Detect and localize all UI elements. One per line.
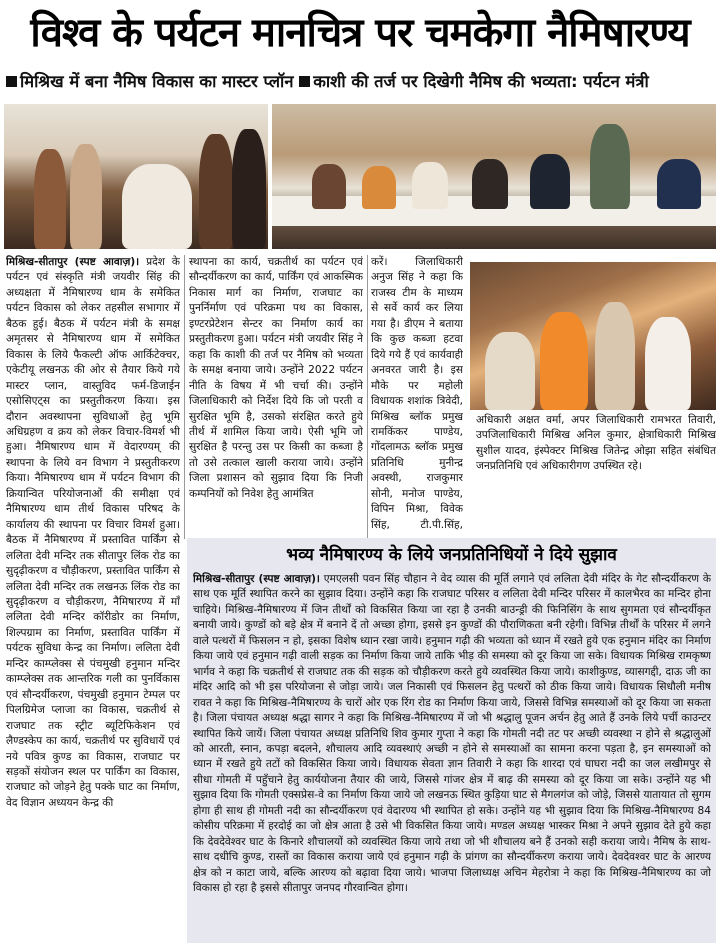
- article-column-1: [6, 255, 180, 941]
- article-column-2: स्थापना का कार्य, चक्रतीर्थ का पर्यटन एवं सौन्दर्यीकरण का कार्य, पार्किंग एवं आकस्मिक निकास मार्ग का निर्माण, राजघाट का पुनर्निर्माण एवं परिक्रमा पथ का विकास, इण्टरप्रेटेशन सेन्टर का निर्माण कार्य का प्रस्तुतीकरण हुआ। पर्यटन मंत्री जयवीर सिंह ने कहा कि काशी की तर्ज पर नैमिष को भव्यता के समक्ष बनाया जाये। उन्होंने 2022 पर्यटन नीति के विषय में भी चर्चा की। उन्होंने जिलाधिकारी को निर्देश दिये कि जो परती व सुरक्षित भूमि है, उसको संरक्षित करते हुये तीर्थ में शामिल किया जाये। ऐसी भूमि जो सुरक्षित है परन्तु उस पर किसी का कब्जा है तो उसे तत्काल खाली कराया जाये। उन्होंने जिला प्रशासन को सुझाव दिया कि निजी कम्पनियों को निवेश हेतु आमंत्रित: [189, 256, 363, 500]
- meeting-photo-right: [272, 104, 716, 249]
- article-column-3: करें। जिलाधिकारी अनुज सिंह ने कहा कि राजस्व टीम के माध्यम से सर्वे कार्य कर लिया गया है। डीएम ने बताया कि कुछ कब्जा हटवा दिये गये हैं एवं कार्यवाही अनवरत जारी है। इस मौके पर महोली विधायक शशांक त्रिवेदी, मिश्रिख ब्लॉक प्रमुख रामकिंकर पाण्डेय, गोंदलामऊ ब्लॉक प्रमुख प्रतिनिधि मुनीन्द्र अवस्थी, राजकुमार सोनी, मनोज पाण्डेय, विपिन मिश्रा, विवेक सिंह, टी.पी.सिंह,: [371, 256, 463, 531]
- bullet-square-icon: [299, 76, 310, 87]
- person-figure: [362, 166, 396, 209]
- headline: विश्व के पर्यटन मानचित्र पर चमकेगा नैमिषारण्य: [30, 9, 690, 56]
- person-figure: [472, 159, 508, 209]
- person-figure: [70, 144, 102, 249]
- person-figure: [485, 332, 535, 410]
- statue-figure: [122, 164, 192, 249]
- person-figure: [540, 312, 588, 410]
- subhead-1: मिश्रिख में बना नैमिष विकास का मास्टर प्लॉन: [20, 72, 294, 91]
- person-figure: [530, 154, 570, 209]
- person-figure: [312, 164, 346, 209]
- person-figure: [199, 134, 233, 249]
- person-figure: [595, 302, 635, 410]
- person-figure: [657, 159, 701, 209]
- meeting-photo-left: [4, 104, 268, 249]
- box-body-text: एमएलसी पवन सिंह चौहान ने वेद व्यास की मूर्ति लगाने एवं ललिता देवी मंदिर के गेट सौन्दर्यीकरण के साथ एक मूर्ति स्थापित करने का सुझाव दिया। उन्होंने कहा कि राजघाट परिसर व ललिता देवी मन्दिर परिसर में कालभैरव का मन्दिर होना चाहिये। मिश्रिख-नैमिषारण्य में जिन तीर्थों को विकसित किया जा रहा है उनकी बाउन्ड्री की फिनिसिंग के साथ सुगमता एवं सौन्दर्यीकृत बनायी जाये। कुण्डों को बड़े क्षेत्र में बनाने दें तो अच्छा होगा, इससे इन कुण्डों की पौराणिकता बनी रहेगी। विभिन्न तीर्थों के परिसर में लगने वाले पत्थरों में फिसलन न हो, इसका विशेष ध्यान रखा जाये। हनुमान गढ़ी की भव्यता को ध्यान में रखते हुये एक हनुमान मंदिर का निर्माण किया जाये एवं हनुमान गढ़ी वाली सड़क का निर्माण किया जाये ताकि भीड़ की समस्या को दूर किया जा सके। विधायक मिश्रिख रामकृष्ण भार्गव ने कहा कि चक्रतीर्थ से राजघाट तक की सड़क को चौड़ीकरण करते हुये व्यवस्थित किया जाये। काशीकुण्ड, व्यासगद्दी, दाऊ जी का मंदिर आदि को भी इस परियोजना से जोड़ा जाये। जल निकासी एवं फिसलन हेतु पत्थरों को ठीक किया जाये। विधायक सिधौली मनीष रावत ने कहा कि मिश्रिख-नैमिषारण्य के चारों ओर एक रिंग रोड का निर्माण किया जाये, जिससे विभिन्न समस्याओं को दूर किया जा सकता है। जिला पंचायत अध्यक्ष श्रद्धा सागर ने कहा कि मिश्रिख-नैमिषारण्य में जो भी श्रद्धालु पूजन अर्चन हेतु आते हैं उनके लिये पर्ची काउन्टर स्थापित किये जायें। जिला पंचायत अध्यक्ष प्रतिनिधि शिव कुमार गुप्ता ने कहा कि गोमती नदी तट पर अच्छी व्यवस्था न होने से श्रद्धालुओं को आरती, स्नान, कपड़ा बदलने, शौचालय आदि व्यवस्थाएं अच्छी न होने से समस्याओं का सामना करना पड़ता है, इन समस्याओं को ध्यान में रखते हुये तटों को विकसित किया जाये। विधायक सेवता ज्ञान तिवारी ने कहा कि शारदा एवं घाघरा नदी का जल लखीमपुर से सीधा गोमती में पहुँचाने हेतु कार्ययोजना तैयार की जाये, जिससे गांजर क्षेत्र में बाढ़ की समस्या को दूर किया जा सके। उन्होंने यह भी सुझाव दिया कि गोमती एक्सप्रेस-वे का निर्माण किया जाये जो लखनऊ स्थित कुड़िया घाट से मैगलगंज को जोड़े, जिससे यातायात तो सुगम होगा ही साथ ही गोमती नदी का सौन्दर्यीकरण एवं वेदारण्य भी स्थापित हो सके। उन्होंने यह भी सुझाव दिया कि मिश्रिख-नैमिषारण्य 84 कोसीय परिक्रमा में हरदोई का जो क्षेत्र आता है उसे भी विकसित किया जाये। मण्डल अध्यक्ष भास्कर मिश्रा ने अपने सुझाव देते हुये कहा कि देवदेवेश्वर घाट के किनारे शौचालयों को व्यवस्थित किया जाये तथा जो भी शौचालय बने हैं उनको सही कराया जाये। नैमिष के साथ-साथ दधीचि कुण्ड, रास्तों का विकास कराया जाये एवं हनुमान गढ़ी के प्रांगण का सौन्दर्यीकरण कराया जाये। देवदेवश्वर घाट के आरण्य क्षेत्र को न काटा जाये, बल्कि आरण्य को बढ़ावा दिया जाये। भाजपा जिलाध्यक्ष अचिन मेहरोत्रा ने कहा कि मिश्रिख-नैमिषारण्य का जो विकास हो रहा है इससे सीतापुर जनपद गौरवान्वित होगा।: [193, 573, 711, 895]
- person-figure: [34, 149, 66, 249]
- bullet-square-icon: [6, 76, 17, 87]
- article-column-4: अधिकारी अक्षत वर्मा, अपर जिलाधिकारी रामभरत तिवारी, उपजिलाधिकारी मिश्रिख अनिल कुमार, क्षेत्राधिकारी मिश्रिख सुशील यादव, इंस्पेक्टर मिश्रिख जितेन्द्र ओझा सहित संबंधित जनप्रतिनिधि एवं अधिकारीगण उपस्थित रहे।: [476, 414, 716, 473]
- column-divider: [184, 255, 185, 539]
- article-column-1-text: प्रदेश के पर्यटन एवं संस्कृति मंत्री जयवीर सिंह की अध्यक्षता में नैमिषारण्य धाम के समेकित पर्यटन विकास को लेकर तहसील सभागार में बैठक हुई। बैठक में पर्यटन मंत्री के समक्ष अमृतसर से नैमिषारण्य धाम में समेकित विकास के लिये फैकल्टी ऑफ आर्किटेक्चर, एकेटीयू लखनऊ की ओर से तैयार किये गये मास्टर प्लान, वास्तुविद फर्म-डिजाईन एसोसिएट्स का प्रस्तुतीकरण किया। इस दौरान अवस्थापना सुविधाओं हेतु भूमि अधिग्रहण व क्रय को लेकर विचार-विमर्श भी हुआ। नैमिषारण्य धाम में वेदारण्यम् की स्थापना के लिये वन विभाग ने प्रस्तुतीकरण किया। नैमिषारण्य धाम में पर्यटन विभाग की क्रियान्वित परियोजनाओं की समीक्षा एवं नैमिषारण्य धाम तीर्थ विकास परिषद के कार्यालय की स्थापना पर विचार विमर्श हुआ। बैठक में नैमिषारण्य में प्रस्तावित पार्किंग से ललिता देवी मन्दिर तक सीतापुर लिंक रोड का सुदृढ़ीकरण व चौड़ीकरण, प्रस्तावित पार्किंग से ललिता देवी मन्दिर तक लखनऊ लिंक रोड का सुदृढ़ीकरण व चौड़ीकरण, नैमिषारण्य में माँ ललिता देवी मन्दिर कॉरीडोर का निर्माण, शिल्पग्राम का निर्माण, प्रस्तावित पार्किंग में पर्यटक सुविधा केन्द्र का निर्माण। ललिता देवी मन्दिर काम्प्लेक्स से पंचमुखी हनुमान मन्दिर काम्प्लेक्स तक आन्तरिक गली का पुनर्विकास एवं सौन्दर्यीकरण, पंचमुखी हनुमान टेम्पल पर पिलग्रिमेज प्लाजा का विकास, चक्रतीर्थ से राजघाट तक स्ट्रीट ब्यूटिफिकेशन एवं लैण्डस्केप का कार्य, चक्रतीर्थ पर सुविधायें एवं नये पवित्र कुण्ड का विकास, राजघाट पर सड़कों संयोजन स्थल पर पार्किंग का विकास, राजघाट को जोड़ने हेतु पक्के घाट का निर्माण, वेद विज्ञान अध्ययन केन्द्र की: [6, 256, 180, 809]
- suggestions-box-title: भव्य नैमिषारण्य के लिये जनप्रतिनिधियों ने दिये सुझाव: [286, 545, 617, 565]
- person-figure: [412, 162, 448, 209]
- person-figure: [232, 129, 266, 249]
- person-figure: [590, 124, 630, 209]
- box-dateline: मिश्रिख-सीतापुर (स्पष्ट आवाज़)।: [193, 573, 320, 585]
- column-divider: [367, 255, 368, 539]
- person-figure: [645, 317, 691, 410]
- subheads: [6, 66, 714, 98]
- article-dateline: मिश्रिख-सीतापुर (स्पष्ट आवाज़)।: [6, 256, 140, 268]
- suggestions-box-body: [193, 572, 711, 942]
- crowd-photo: [470, 262, 716, 410]
- subhead-2: काशी की तर्ज पर दिखेगी नैमिष की भव्यता: पर्यटन मंत्री: [313, 72, 649, 91]
